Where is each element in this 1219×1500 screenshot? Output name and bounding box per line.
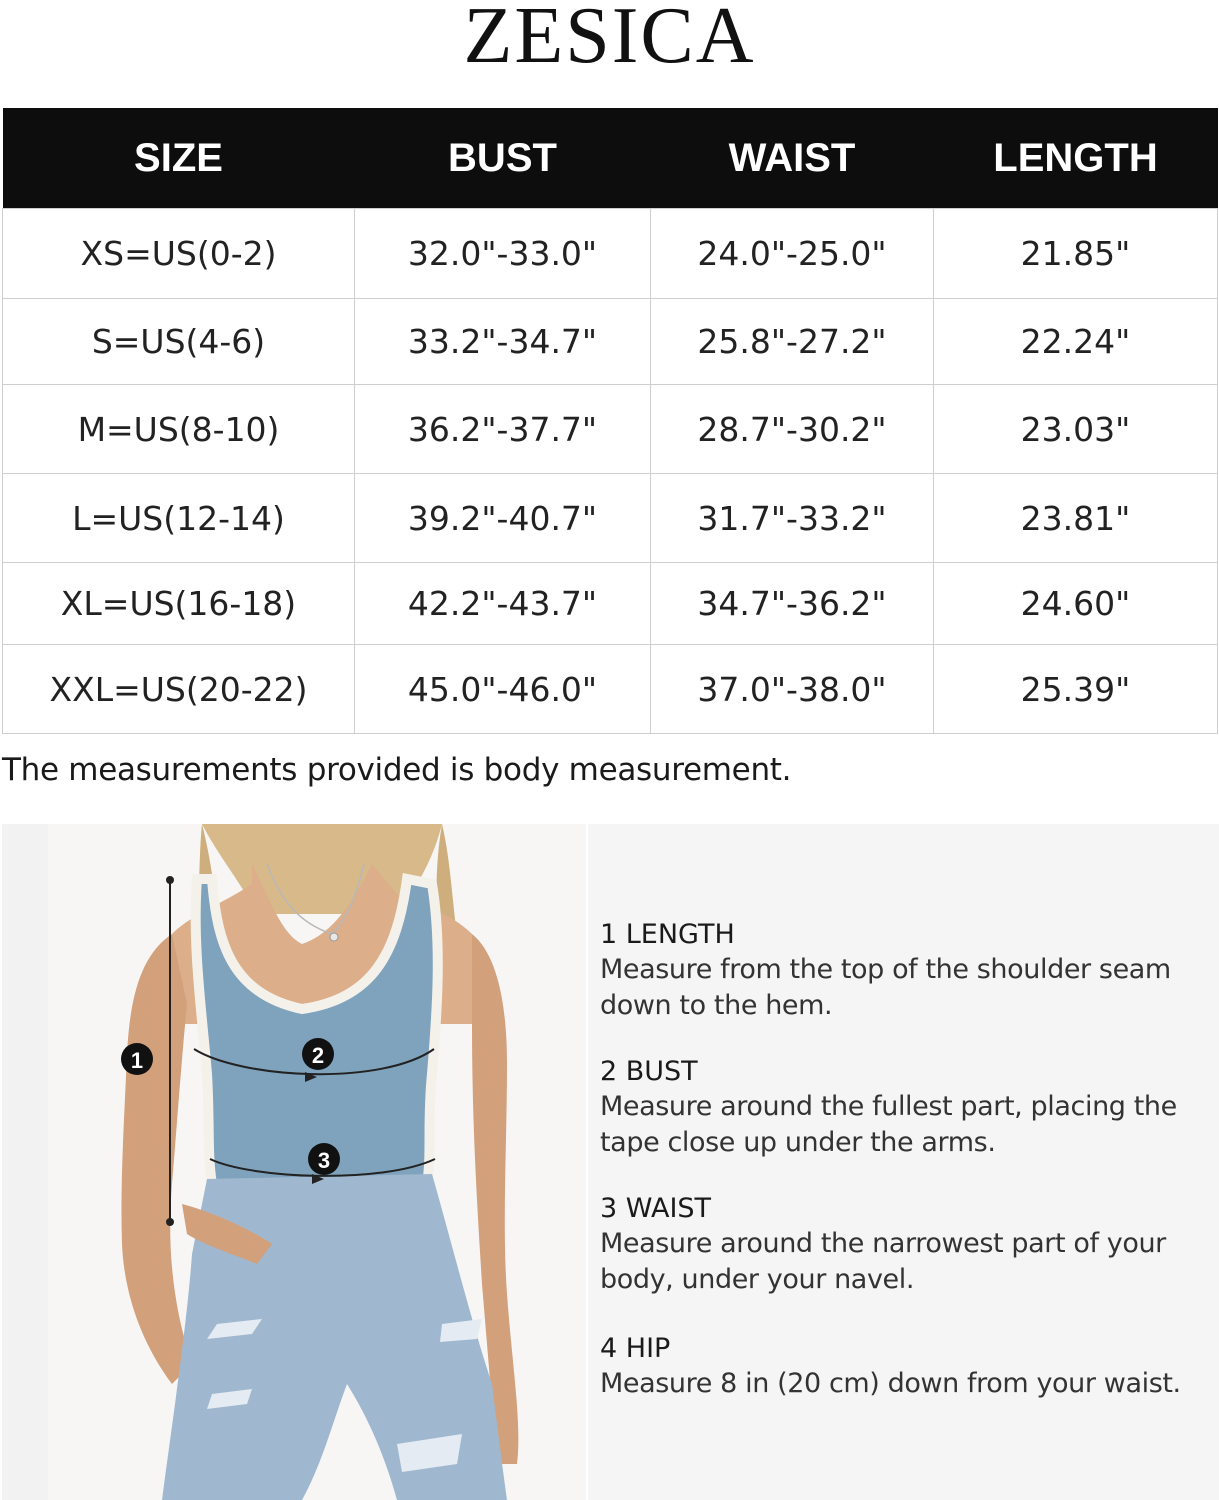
guide-text: Measure from the top of the shoulder seam down to the hem. [600, 954, 1171, 1021]
length-measure-top-dot [166, 876, 174, 884]
length-cell: 24.60" [934, 563, 1218, 645]
bust-cell: 33.2"-34.7" [355, 299, 651, 385]
size-cell: L=US(12-14) [3, 474, 355, 563]
length-measure-bottom-dot [166, 1218, 174, 1226]
marker-1-label: 1 [130, 1048, 144, 1073]
waist-cell: 28.7"-30.2" [651, 385, 934, 474]
table-row [3, 385, 1218, 474]
guide-item-length [600, 918, 1210, 1024]
bust-cell: 42.2"-43.7" [355, 563, 651, 645]
measurement-guide [588, 824, 1219, 1500]
length-cell: 22.24" [934, 299, 1218, 385]
length-cell: 21.85" [934, 209, 1218, 299]
necklace-pendant [330, 933, 338, 941]
marker-3-label: 3 [317, 1148, 331, 1173]
column-header-length: LENGTH [934, 108, 1218, 209]
table-header-row [3, 108, 1218, 209]
guide-heading: 3 WAIST [600, 1193, 712, 1224]
size-cell: XL=US(16-18) [3, 563, 355, 645]
measurement-note: The measurements provided is body measurement. [2, 752, 792, 788]
bust-cell: 32.0"-33.0" [355, 209, 651, 299]
size-cell: S=US(4-6) [3, 299, 355, 385]
guide-heading: 4 HIP [600, 1333, 671, 1364]
guide-item-waist [600, 1192, 1210, 1298]
size-cell: M=US(8-10) [3, 385, 355, 474]
column-header-size: SIZE [3, 108, 355, 209]
bust-cell: 39.2"-40.7" [355, 474, 651, 563]
size-chart-table [2, 108, 1218, 734]
waist-cell: 24.0"-25.0" [651, 209, 934, 299]
model-photo [2, 824, 586, 1500]
waist-cell: 34.7"-36.2" [651, 563, 934, 645]
guide-text: Measure 8 in (20 cm) down from your waist. [600, 1368, 1181, 1399]
table-row [3, 299, 1218, 385]
waist-cell: 37.0"-38.0" [651, 645, 934, 734]
length-cell: 23.03" [934, 385, 1218, 474]
guide-item-hip [600, 1332, 1210, 1402]
guide-item-bust [600, 1055, 1210, 1161]
bust-cell: 45.0"-46.0" [355, 645, 651, 734]
table-row [3, 474, 1218, 563]
marker-2-label: 2 [311, 1043, 325, 1068]
table-row [3, 563, 1218, 645]
size-cell: XXL=US(20-22) [3, 645, 355, 734]
column-header-waist: WAIST [651, 108, 934, 209]
brand-logo: ZESICA [463, 0, 756, 80]
waist-cell: 31.7"-33.2" [651, 474, 934, 563]
guide-text: Measure around the fullest part, placing the tape close up under the arms. [600, 1091, 1177, 1158]
guide-heading: 2 BUST [600, 1056, 698, 1087]
guide-heading: 1 LENGTH [600, 919, 735, 950]
model-illustration [2, 824, 586, 1500]
guide-text: Measure around the narrowest part of your body, under your navel. [600, 1228, 1166, 1295]
table-row [3, 645, 1218, 734]
column-header-bust: BUST [355, 108, 651, 209]
waist-cell: 25.8"-27.2" [651, 299, 934, 385]
left-arm [121, 934, 192, 1384]
length-cell: 25.39" [934, 645, 1218, 734]
table-row [3, 209, 1218, 299]
length-cell: 23.81" [934, 474, 1218, 563]
size-cell: XS=US(0-2) [3, 209, 355, 299]
bust-cell: 36.2"-37.7" [355, 385, 651, 474]
